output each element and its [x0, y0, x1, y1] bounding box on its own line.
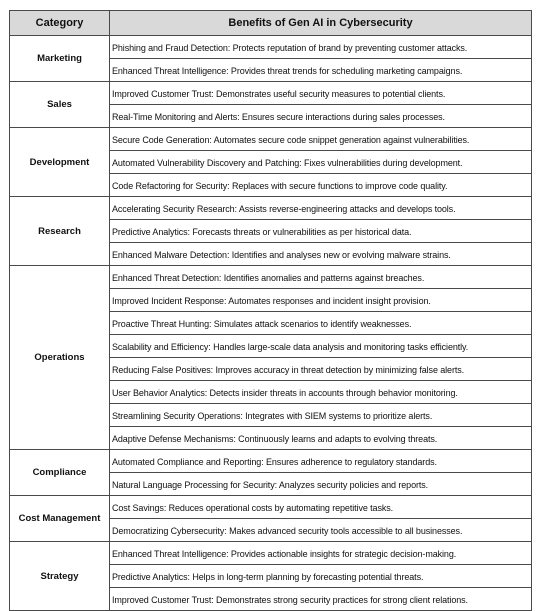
benefit-cell: Streamlining Security Operations: Integrates with SIEM systems to prioritize alerts.: [110, 404, 532, 427]
table-header: [10, 11, 532, 36]
benefit-cell: Secure Code Generation: Automates secure code snippet generation against vulnerabilities.: [110, 128, 532, 151]
table-row: [10, 450, 532, 473]
category-cell: Development: [10, 128, 110, 197]
benefit-cell: Cost Savings: Reduces operational costs by automating repetitive tasks.: [110, 496, 532, 519]
benefit-cell: Improved Incident Response: Automates responses and incident insight provision.: [110, 289, 532, 312]
category-cell: Compliance: [10, 450, 110, 496]
category-cell: Sales: [10, 82, 110, 128]
table-row: [10, 542, 532, 565]
table-row: [10, 82, 532, 105]
table-body: [10, 36, 532, 611]
header-row: [10, 11, 532, 36]
benefit-cell: Automated Vulnerability Discovery and Patching: Fixes vulnerabilities during development.: [110, 151, 532, 174]
benefit-cell: Code Refactoring for Security: Replaces with secure functions to improve code quality.: [110, 174, 532, 197]
category-cell: Research: [10, 197, 110, 266]
table-row: [10, 36, 532, 59]
benefit-cell: Predictive Analytics: Helps in long-term planning by forecasting potential threats.: [110, 565, 532, 588]
category-cell: Operations: [10, 266, 110, 450]
benefit-cell: Predictive Analytics: Forecasts threats or vulnerabilities as per historical data.: [110, 220, 532, 243]
benefit-cell: Improved Customer Trust: Demonstrates useful security measures to potential clients.: [110, 82, 532, 105]
benefit-cell: Enhanced Threat Intelligence: Provides actionable insights for strategic decision-making.: [110, 542, 532, 565]
category-cell: Marketing: [10, 36, 110, 82]
benefit-cell: Adaptive Defense Mechanisms: Continuously learns and adapts to evolving threats.: [110, 427, 532, 450]
table-row: [10, 496, 532, 519]
benefit-cell: Accelerating Security Research: Assists reverse-engineering attacks and develops tools.: [110, 197, 532, 220]
benefit-cell: Enhanced Malware Detection: Identifies and analyses new or evolving malware strains.: [110, 243, 532, 266]
benefit-cell: Natural Language Processing for Security: Analyzes security policies and reports.: [110, 473, 532, 496]
benefit-cell: Phishing and Fraud Detection: Protects reputation of brand by preventing customer attacks.: [110, 36, 532, 59]
benefit-cell: Proactive Threat Hunting: Simulates attack scenarios to identify weaknesses.: [110, 312, 532, 335]
table-row: [10, 128, 532, 151]
category-column-header: Category: [10, 11, 110, 36]
benefit-cell: Democratizing Cybersecurity: Makes advanced security tools accessible to all businesses.: [110, 519, 532, 542]
benefit-cell: Enhanced Threat Detection: Identifies anomalies and patterns against breaches.: [110, 266, 532, 289]
benefit-cell: Scalability and Efficiency: Handles large-scale data analysis and monitoring tasks efficiently.: [110, 335, 532, 358]
category-cell: Strategy: [10, 542, 110, 611]
benefit-cell: User Behavior Analytics: Detects insider threats in accounts through behavior monitoring.: [110, 381, 532, 404]
benefit-cell: Real-Time Monitoring and Alerts: Ensures secure interactions during sales processes.: [110, 105, 532, 128]
category-cell: Cost Management: [10, 496, 110, 542]
benefits-table: [9, 10, 532, 611]
benefit-cell: Enhanced Threat Intelligence: Provides threat trends for scheduling marketing campaigns.: [110, 59, 532, 82]
table-row: [10, 197, 532, 220]
table-row: [10, 266, 532, 289]
benefits-column-header: Benefits of Gen AI in Cybersecurity: [110, 11, 532, 36]
benefit-cell: Improved Customer Trust: Demonstrates strong security practices for strong client relations.: [110, 588, 532, 611]
benefit-cell: Automated Compliance and Reporting: Ensures adherence to regulatory standards.: [110, 450, 532, 473]
benefit-cell: Reducing False Positives: Improves accuracy in threat detection by minimizing false alerts.: [110, 358, 532, 381]
